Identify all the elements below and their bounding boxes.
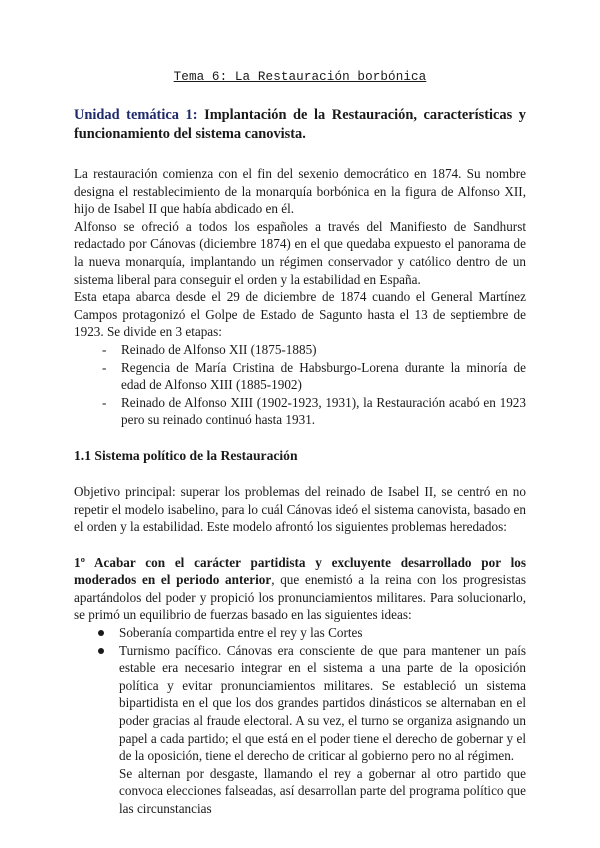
idea-text: Soberanía compartida entre el rey y las Cortes: [119, 625, 363, 641]
unit-label: Unidad temática 1:: [74, 107, 198, 123]
idea-item: [96, 642, 526, 818]
intro-paragraph-2: Alfonso se ofreció a todos los españoles a través del Manifiesto de Sandhurst redactado por Cánovas (diciembre 1874) en el que quedaba expuesto el panorama de la nueva monarquía, implantando un régimen conservador y católico dentro de un sistema liberal para conseguir el orden y la estabilidad en España.: [74, 218, 526, 287]
intro-paragraph-1: La restauración comienza con el fin del sexenio democrático en 1874. Su nombre designa el restablecimiento de la monarquía borbónica en la figura de Alfonso XII, hijo de Isabel II que había abdicado en él.: [74, 166, 526, 217]
bullet-icon: [98, 648, 104, 654]
stage-item: - Reinado de Alfonso XII (1875-1885): [102, 341, 526, 359]
problem-paragraph: [74, 554, 526, 624]
bullet-icon: [98, 630, 104, 636]
unit-heading: [74, 106, 526, 143]
intro-paragraph-3: Esta etapa abarca desde el 29 de diciembre de 1874 cuando el General Martínez Campos protagonizó el Golpe de Estado de Sagunto hasta el 13 de septiembre de 1923. Se divide en 3 etapas:: [74, 289, 526, 340]
ideas-list: [74, 624, 526, 818]
stages-list: [74, 341, 526, 429]
stage-item: - Regencia de María Cristina de Habsburgo-Lorena durante la minoría de edad de Alfonso XIII (1885-1902): [102, 359, 526, 394]
idea-text: Turnismo pacífico. Cánovas era consciente de que para mantener un país estable era necesario integrar en el sistema a una parte de la oposición política y evitar pronunciamientos militares. Se estableció un sistema bipartidista en el que los dos grandes partidos dinásticos se alternaban en el poder gracias al fraude electoral. A su vez, el turno se organiza asignando un papel a cada partido; el que está en el poder tiene el derecho de gobernar y el de la oposición, tiene el derecho de criticar al gobierno pero no al régimen.: [119, 642, 526, 764]
idea-continuation: Se alternan por desgaste, llamando el rey a gobernar al otro partido que convoca elecciones falseadas, así desarrollan parte del programa político que las circunstancias: [119, 765, 526, 816]
objective-paragraph: Objetivo principal: superar los problemas del reinado de Isabel II, se centró en no repetir el modelo isabelino, para lo cuál Cánovas ideó el sistema canovista, basado en el orden y la estabilidad. Este modelo afrontó los siguientes problemas heredados:: [74, 483, 526, 535]
problem-rest-text: , que enemistó a la reina con los progresistas apartándolos del poder y propició los pronunciamientos militares. Para solucionarlo, se primó un equilibrio de fuerzas basado en las siguientes ideas:: [74, 572, 527, 623]
idea-item: [96, 624, 526, 642]
problem-bold-text: 1º Acabar con el carácter partidista y excluyente desarrollado por los moderados en el periodo anterior: [74, 554, 526, 588]
unit-text: Implantación de la Restauración, características y funcionamiento del sistema canovista.: [74, 107, 526, 142]
stage-item: - Reinado de Alfonso XIII (1902-1923, 1931), la Restauración acabó en 1923 pero su reinado continuó hasta 1931.: [102, 394, 526, 429]
section-heading: 1.1 Sistema político de la Restauración: [74, 447, 298, 463]
page-title: Tema 6: La Restauración borbónica: [173, 70, 427, 84]
